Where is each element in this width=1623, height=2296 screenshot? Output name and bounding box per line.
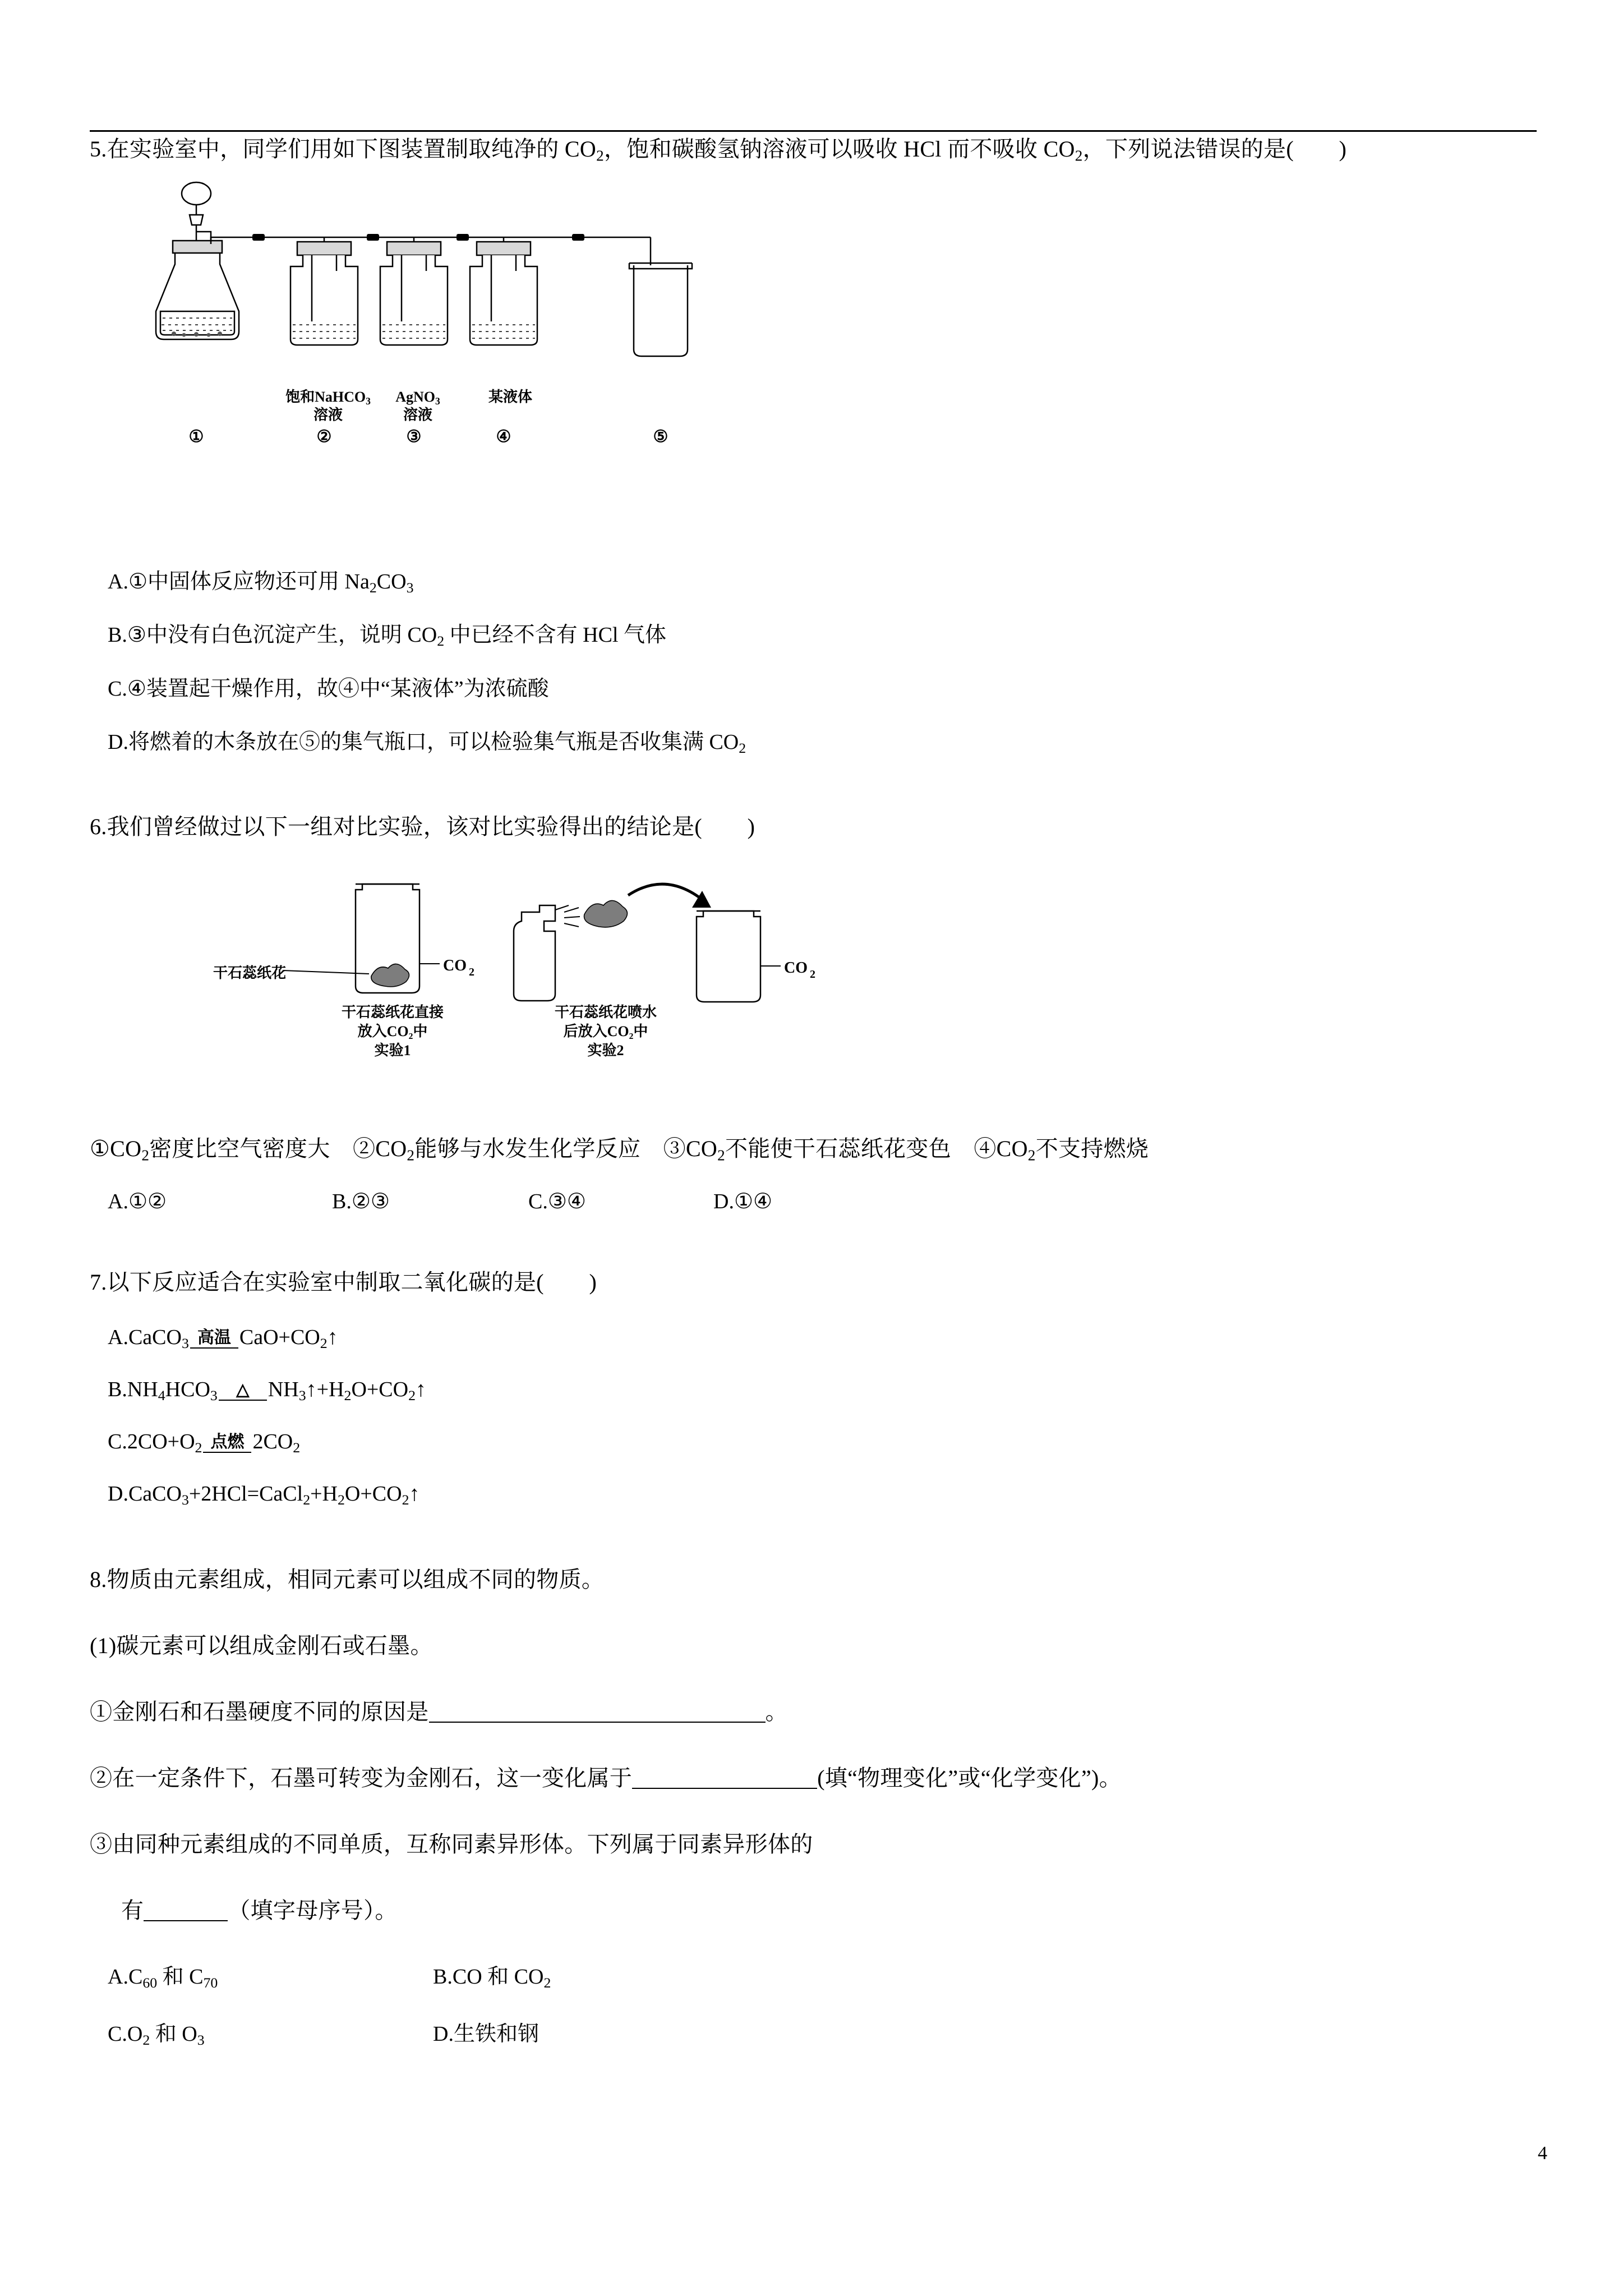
q8-item-3-line2: 有 （填字母序号）。 (121, 1897, 398, 1923)
q5-option-d-text1: 将燃着的木条放在⑤的集气瓶口，可以检验集气瓶是否收集满 CO (128, 730, 739, 754)
caption-experiment-1: 干石蕊纸花直接 放入CO₂中 实验1 (341, 1004, 444, 1059)
q6-option-c[interactable]: C.③④ (528, 1189, 586, 1213)
q5-option-a[interactable]: A.①中固体反应物还可用 $Na_2CO_3$ (108, 569, 414, 596)
label-saturated-nahco3: 饱和NaHCO$_3$ 溶液 (285, 388, 371, 423)
q5-option-d-letter: D. (108, 730, 128, 754)
reaction-arrow-ignite: 点燃 (203, 1434, 251, 1453)
q8-option-c[interactable]: $C.O_2$ 和 $O_3$ (108, 2022, 205, 2049)
q5-stem-part1: 5.在实验室中，同学们用如下图装置制取纯净的 CO (90, 136, 597, 162)
q7-option-b[interactable]: $B.NH_4HCO_3$ △ $NH_3↑+H_2O+CO_2↑$ (108, 1377, 427, 1404)
q8-options-row-1 (108, 1959, 1537, 1991)
question-6 (90, 807, 1537, 1214)
q5-option-a-letter: A. (108, 569, 128, 593)
q7-option-d[interactable]: $D.CaCO_3+2HCl=CaCl_2+H_2O+CO_2↑$ (108, 1481, 420, 1508)
reaction-arrow-heat: △ (219, 1382, 267, 1401)
question-7-stem: 7.以下反应适合在实验室中制取二氧化碳的是( ) (90, 1269, 597, 1295)
question-8-stem: 8.物质由元素组成，相同元素可以组成不同的物质。 (90, 1566, 605, 1592)
q8-item-2: ②在一定条件下，石墨可转变为金刚石，这一变化属于 (填“物理变化”或“化学变化”)。 (90, 1765, 1122, 1791)
q5-option-a-text1: ①中固体反应物还可用 Na (128, 569, 370, 593)
q6-option-d[interactable]: D.①④ (713, 1189, 773, 1213)
q6-options (108, 1189, 1537, 1214)
svg-text:2: 2 (469, 966, 474, 979)
figure-gas-purification-apparatus (112, 181, 813, 473)
apparatus-svg (112, 181, 813, 383)
q8-options-row-2 (108, 2016, 1537, 2049)
label-dry-litmus-paper: 干石蕊纸花 (213, 965, 286, 982)
q5-option-d[interactable]: D.将燃着的木条放在⑤的集气瓶口，可以检验集气瓶是否收集满 $CO_2$ (108, 730, 746, 756)
answer-blank-3[interactable] (144, 1899, 228, 1921)
answer-blank-1[interactable] (429, 1700, 766, 1723)
label-agno3: AgNO$_3$ 溶液 (395, 388, 440, 423)
caption-experiment-2: 干石蕊纸花喷水 后放入CO₂中 实验2 (554, 1004, 657, 1059)
question-5 (90, 129, 1537, 760)
q6-option-a[interactable]: A.①② (108, 1189, 167, 1213)
q8-item-1: ①金刚石和石墨硬度不同的原因是 。 (90, 1699, 788, 1724)
q5-stem-part3: ，下列说法错误的是( ) (1082, 136, 1347, 162)
q5-option-c-text1: ④装置起干燥作用，故④中“某液体”为浓硫酸 (127, 677, 549, 701)
question-7 (90, 1262, 1537, 1511)
q5-stem-part2: ，饱和碳酸氢钠溶液可以吸收 HCl 而不吸收 CO (603, 136, 1075, 162)
answer-blank-2[interactable] (632, 1766, 817, 1789)
q5-stem-sub2: 2 (1075, 147, 1083, 164)
q5-stem-sub1: 2 (596, 147, 604, 164)
figure-litmus-comparison (163, 854, 948, 1095)
q7-option-a[interactable]: A.CaCO$_3$ 高温 $CaO+CO_2↑$ (108, 1325, 338, 1351)
q5-option-a-text2: CO (376, 569, 407, 593)
figure-number-1: ① (188, 427, 204, 446)
litmus-svg (163, 854, 948, 1022)
q5-option-b-text1: ③中没有白色沉淀产生，说明 CO (127, 623, 437, 647)
co2-label-left: CO (443, 957, 467, 975)
page-number: 4 (1538, 2143, 1547, 2164)
label-some-liquid: 某液体 (488, 388, 532, 405)
figure-number-2: ② (316, 427, 332, 446)
q6-statements: $①CO_2$密度比空气密度大 $②CO_2$能够与水发生化学反应 $③CO_2$不能使干石蕊纸花变色 $④CO_2$不支持燃烧 (90, 1136, 1149, 1164)
q5-option-c[interactable] (108, 672, 1537, 706)
q8-option-d[interactable]: D.生铁和钢 (433, 2022, 539, 2046)
q5-option-b-letter: B. (108, 623, 127, 647)
co2-label-right: CO (784, 959, 808, 977)
question-5-stem (90, 129, 1537, 170)
q6-option-b[interactable]: B.②③ (332, 1189, 390, 1213)
q5-option-b[interactable]: B.③中没有白色沉淀产生，说明 $CO_2$ 中已经不含有 HCl 气体 (108, 623, 666, 650)
figure-number-5: ⑤ (653, 427, 668, 446)
q8-option-b[interactable]: B.CO 和 $CO_2$ (433, 1964, 551, 1991)
page-content (90, 129, 1537, 2049)
figure-number-3: ③ (406, 427, 422, 446)
q8-option-a[interactable]: $A.C_{60}$ 和 $C_{70}$ (108, 1964, 218, 1991)
q5-option-c-letter: C. (108, 677, 127, 701)
figure-number-4: ④ (496, 427, 511, 446)
q7-option-c[interactable]: $C.2CO+O_2$ 点燃 $2CO_2$ (108, 1429, 301, 1456)
q5-option-b-text2: 中已经不含有 HCl 气体 (444, 623, 666, 647)
reaction-arrow-high-temp: 高温 (190, 1329, 238, 1349)
q8-sub-1: (1)碳元素可以组成金刚石或石墨。 (90, 1632, 433, 1658)
question-6-stem: 6.我们曾经做过以下一组对比实验，该对比实验得出的结论是( ) (90, 814, 755, 840)
question-8 (90, 1559, 1537, 2049)
q8-item-3: ③由同种元素组成的不同单质，互称同素异形体。下列属于同素异形体的 (90, 1831, 813, 1857)
svg-text:2: 2 (810, 968, 815, 981)
